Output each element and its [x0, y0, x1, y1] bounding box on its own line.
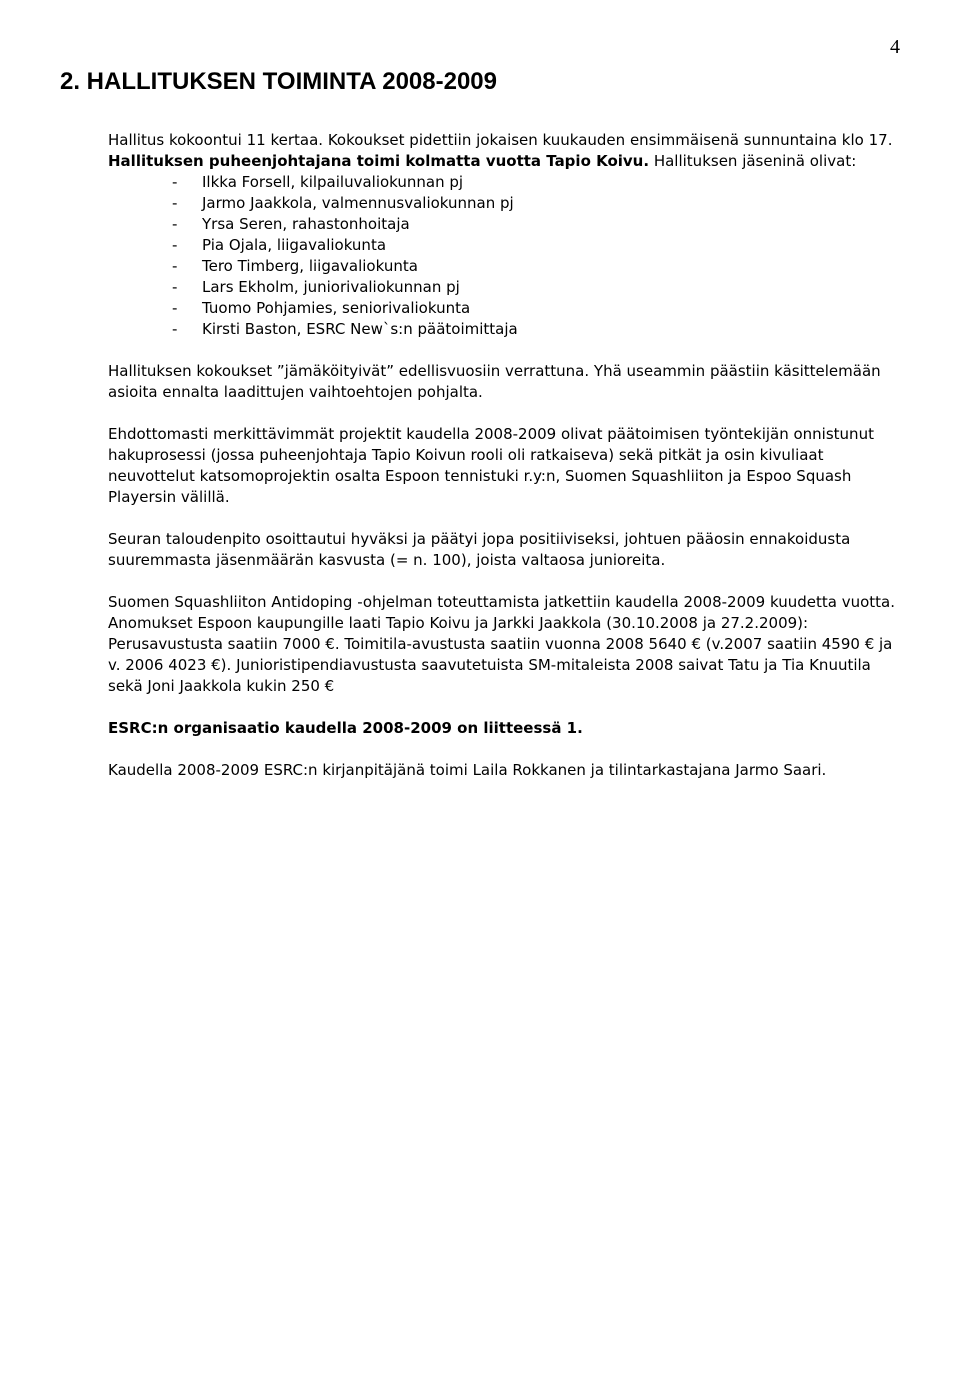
board-members-list	[108, 172, 898, 340]
member-text: Tuomo Pohjamies, seniorivaliokunta	[202, 299, 471, 317]
dash-bullet: -	[172, 257, 178, 275]
list-item	[172, 172, 898, 193]
member-text: Tero Timberg, liigavaliokunta	[202, 257, 418, 275]
dash-bullet: -	[172, 194, 178, 212]
member-text: Pia Ojala, liigavaliokunta	[202, 236, 387, 254]
members-intro: Hallituksen jäseninä olivat:	[649, 152, 857, 170]
intro-paragraph: Hallitus kokoontui 11 kertaa. Kokoukset pidettiin jokaisen kuukauden ensimmäisenä sunnuntaina klo 17.	[108, 131, 893, 149]
dash-bullet: -	[172, 215, 178, 233]
meetings-paragraph: Hallituksen kokoukset ”jämäköityivät” edellisvuosiin verrattuna. Yhä useammin päästiin käsittelemään asioita ennalta laadittujen vaihtoehtojen pohjalta.	[108, 362, 881, 401]
member-text: Yrsa Seren, rahastonhoitaja	[202, 215, 410, 233]
list-item	[172, 235, 898, 256]
dash-bullet: -	[172, 299, 178, 317]
organisation-note: ESRC:n organisaatio kaudella 2008-2009 on liitteessä 1.	[108, 719, 583, 737]
member-text: Ilkka Forsell, kilpailuvaliokunnan pj	[202, 173, 464, 191]
member-text: Jarmo Jaakkola, valmennusvaliokunnan pj	[202, 194, 514, 212]
list-item	[172, 193, 898, 214]
board-intro	[108, 151, 898, 172]
member-text: Lars Ekholm, juniorivaliokunnan pj	[202, 278, 460, 296]
dash-bullet: -	[172, 278, 178, 296]
list-item	[172, 214, 898, 235]
member-text: Kirsti Baston, ESRC New`s:n päätoimittaja	[202, 320, 518, 338]
section-heading: 2. HALLITUKSEN TOIMINTA 2008-2009	[60, 68, 497, 95]
list-item	[172, 256, 898, 277]
dash-bullet: -	[172, 173, 178, 191]
closing-paragraph: Kaudella 2008-2009 ESRC:n kirjanpitäjänä toimi Laila Rokkanen ja tilintarkastajana Jarmo Saari.	[108, 761, 827, 779]
page-number: 4	[890, 36, 900, 58]
list-item	[172, 277, 898, 298]
antidoping-paragraph: Suomen Squashliiton Antidoping -ohjelman toteuttamista jatkettiin kaudella 2008-2009 kuudetta vuotta. Anomukset Espoon kaupungille laati Tapio Koivu ja Jarkki Jaakkola (30.10.2008 ja 27.2.2009): Perusavustusta saatiin 7000 €. Toimitila-avustusta saatiin vuonna 2008 5640 € (v.2007 saatiin 4590 € ja v. 2006 4023 €). Junioristipendiavustusta saavutetuista SM-mitaleista 2008 saivat Tatu ja Tia Knuutila sekä Joni Jaakkola kukin 250 €	[108, 593, 895, 695]
chair-statement: Hallituksen puheenjohtajana toimi kolmatta vuotta Tapio Koivu.	[108, 152, 650, 170]
list-item	[172, 319, 898, 340]
dash-bullet: -	[172, 236, 178, 254]
dash-bullet: -	[172, 320, 178, 338]
list-item	[172, 298, 898, 319]
projects-paragraph: Ehdottomasti merkittävimmät projektit kaudella 2008-2009 olivat päätoimisen työntekijän onnistunut hakuprosessi (jossa puheenjohtaja Tapio Koivun rooli oli ratkaiseva) sekä pitkät ja osin kivuliaat neuvottelut katsomoprojektin osalta Espoon tennistuki r.y:n, Suomen Squashliiton ja Espoo Squash Playersin välillä.	[108, 425, 874, 506]
finances-paragraph: Seuran taloudenpito osoittautui hyväksi ja päätyi jopa positiiviseksi, johtuen pääosin ennakoidusta suuremmasta jäsenmäärän kasvusta (= n. 100), joista valtaosa junioreita.	[108, 530, 851, 569]
document-body	[108, 130, 898, 781]
